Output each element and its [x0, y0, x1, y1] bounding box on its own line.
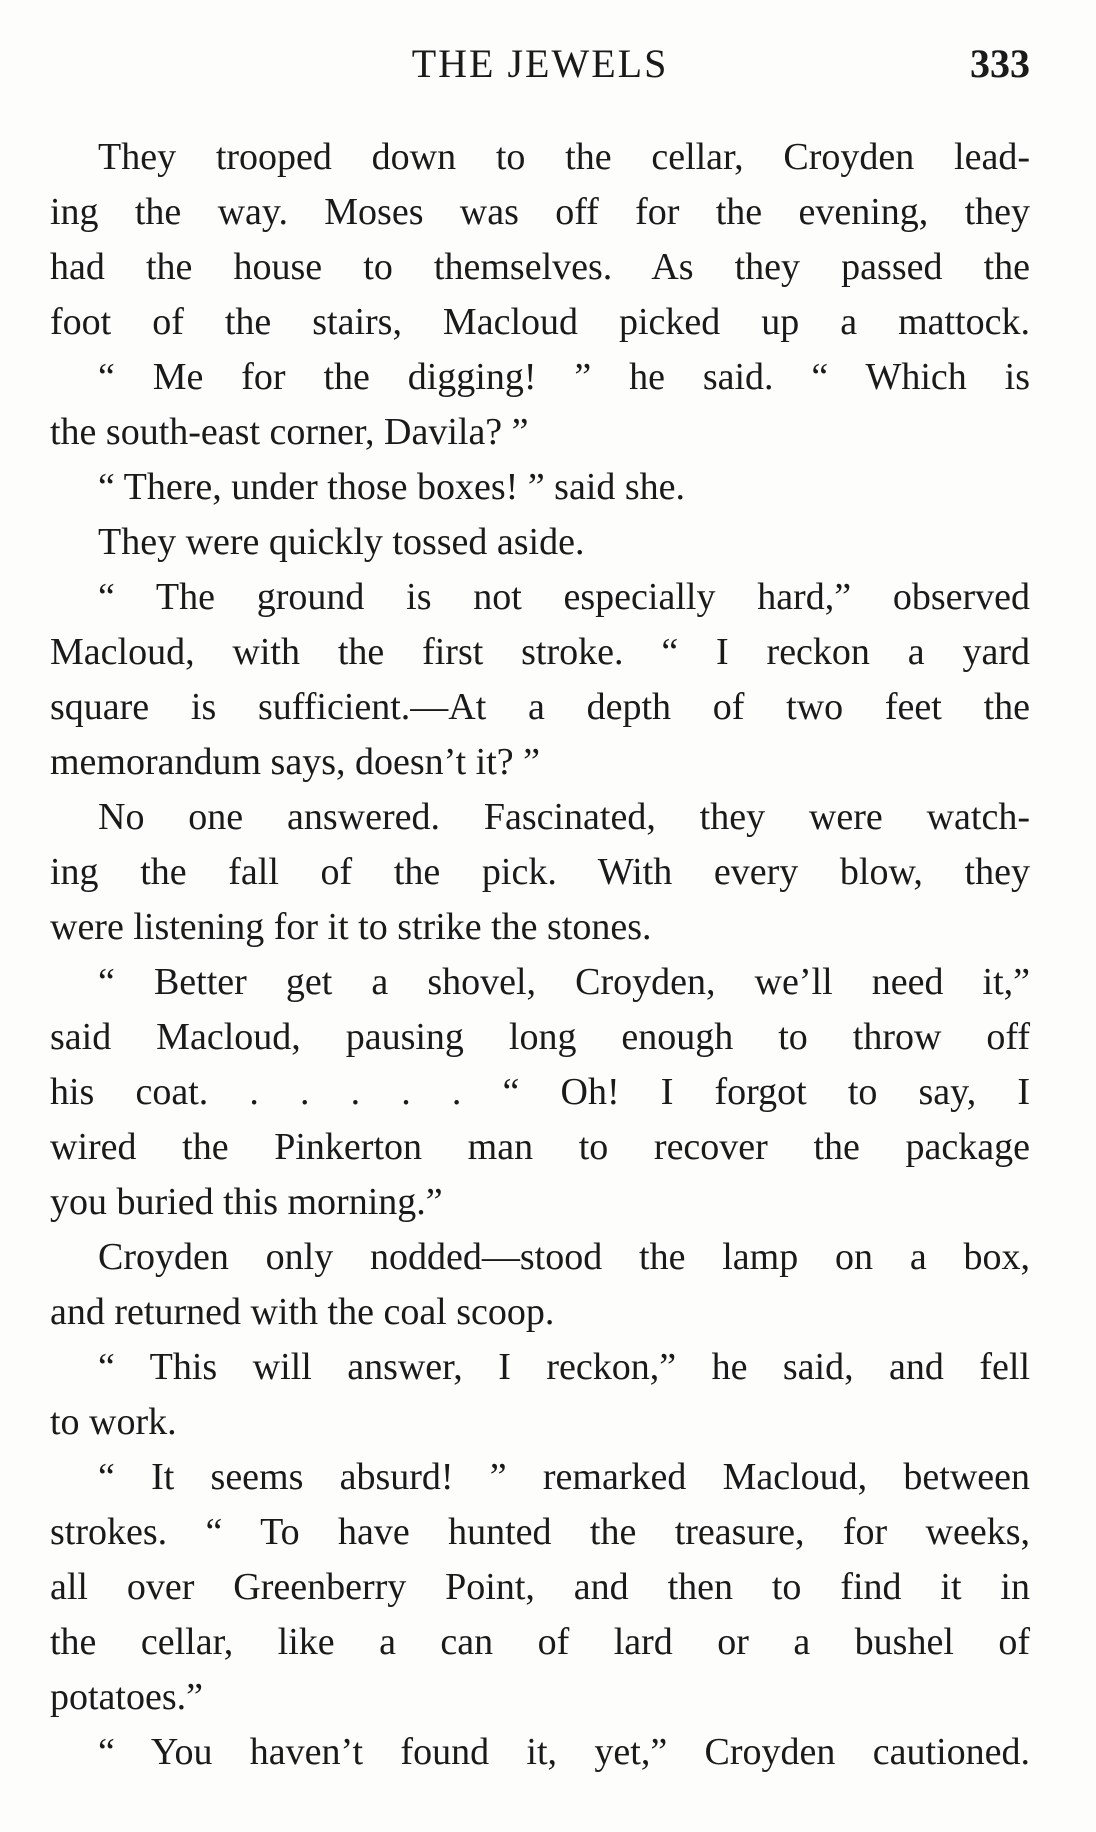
text-line: all over Greenberry Point, and then to find it in — [50, 1566, 1030, 1608]
running-head — [50, 36, 1030, 92]
text-line: were listening for it to strike the stones. — [50, 906, 652, 948]
text-line: “ There, under those boxes! ” said she. — [98, 466, 686, 508]
text-line: “ You haven’t found it, yet,” Croyden cautioned. — [98, 1731, 1030, 1773]
text-line: ing the fall of the pick. With every blow, they — [50, 851, 1030, 893]
text-line: the cellar, like a can of lard or a bushel of — [50, 1621, 1030, 1663]
text-line: potatoes.” — [50, 1676, 204, 1718]
text-line: the south-east corner, Davila? ” — [50, 411, 529, 453]
body-text — [50, 130, 1030, 1780]
text-line: “ Better get a shovel, Croyden, we’ll need it,” — [98, 961, 1030, 1003]
text-line: “ It seems absurd! ” remarked Macloud, between — [98, 1456, 1030, 1498]
text-line: foot of the stairs, Macloud picked up a mattock. — [50, 301, 1030, 343]
text-line: No one answered. Fascinated, they were watch- — [98, 796, 1030, 838]
text-line: “ The ground is not especially hard,” observed — [98, 576, 1030, 618]
text-line: “ Me for the digging! ” he said. “ Which is — [98, 356, 1030, 398]
text-line: They were quickly tossed aside. — [98, 521, 585, 563]
running-title: THE JEWELS — [411, 41, 669, 86]
text-line: “ This will answer, I reckon,” he said, and fell — [98, 1346, 1030, 1388]
text-line: strokes. “ To have hunted the treasure, for weeks, — [50, 1511, 1030, 1553]
text-line: ing the way. Moses was off for the evening, they — [50, 191, 1030, 233]
page-number: 333 — [970, 41, 1030, 86]
text-line: They trooped down to the cellar, Croyden lead- — [98, 136, 1030, 178]
text-line: his coat. . . . . . “ Oh! I forgot to say, I — [50, 1071, 1030, 1113]
text-line: to work. — [50, 1401, 177, 1443]
text-line: Croyden only nodded—stood the lamp on a box, — [98, 1236, 1030, 1278]
text-line: wired the Pinkerton man to recover the package — [50, 1126, 1030, 1168]
text-line: and returned with the coal scoop. — [50, 1291, 555, 1333]
text-line: had the house to themselves. As they passed the — [50, 246, 1030, 288]
text-line: said Macloud, pausing long enough to throw off — [50, 1016, 1030, 1058]
text-line: memorandum says, doesn’t it? ” — [50, 741, 541, 783]
text-line: square is sufficient.—At a depth of two feet the — [50, 686, 1030, 728]
text-line: you buried this morning.” — [50, 1181, 443, 1223]
text-line: Macloud, with the first stroke. “ I reckon a yard — [50, 631, 1030, 673]
